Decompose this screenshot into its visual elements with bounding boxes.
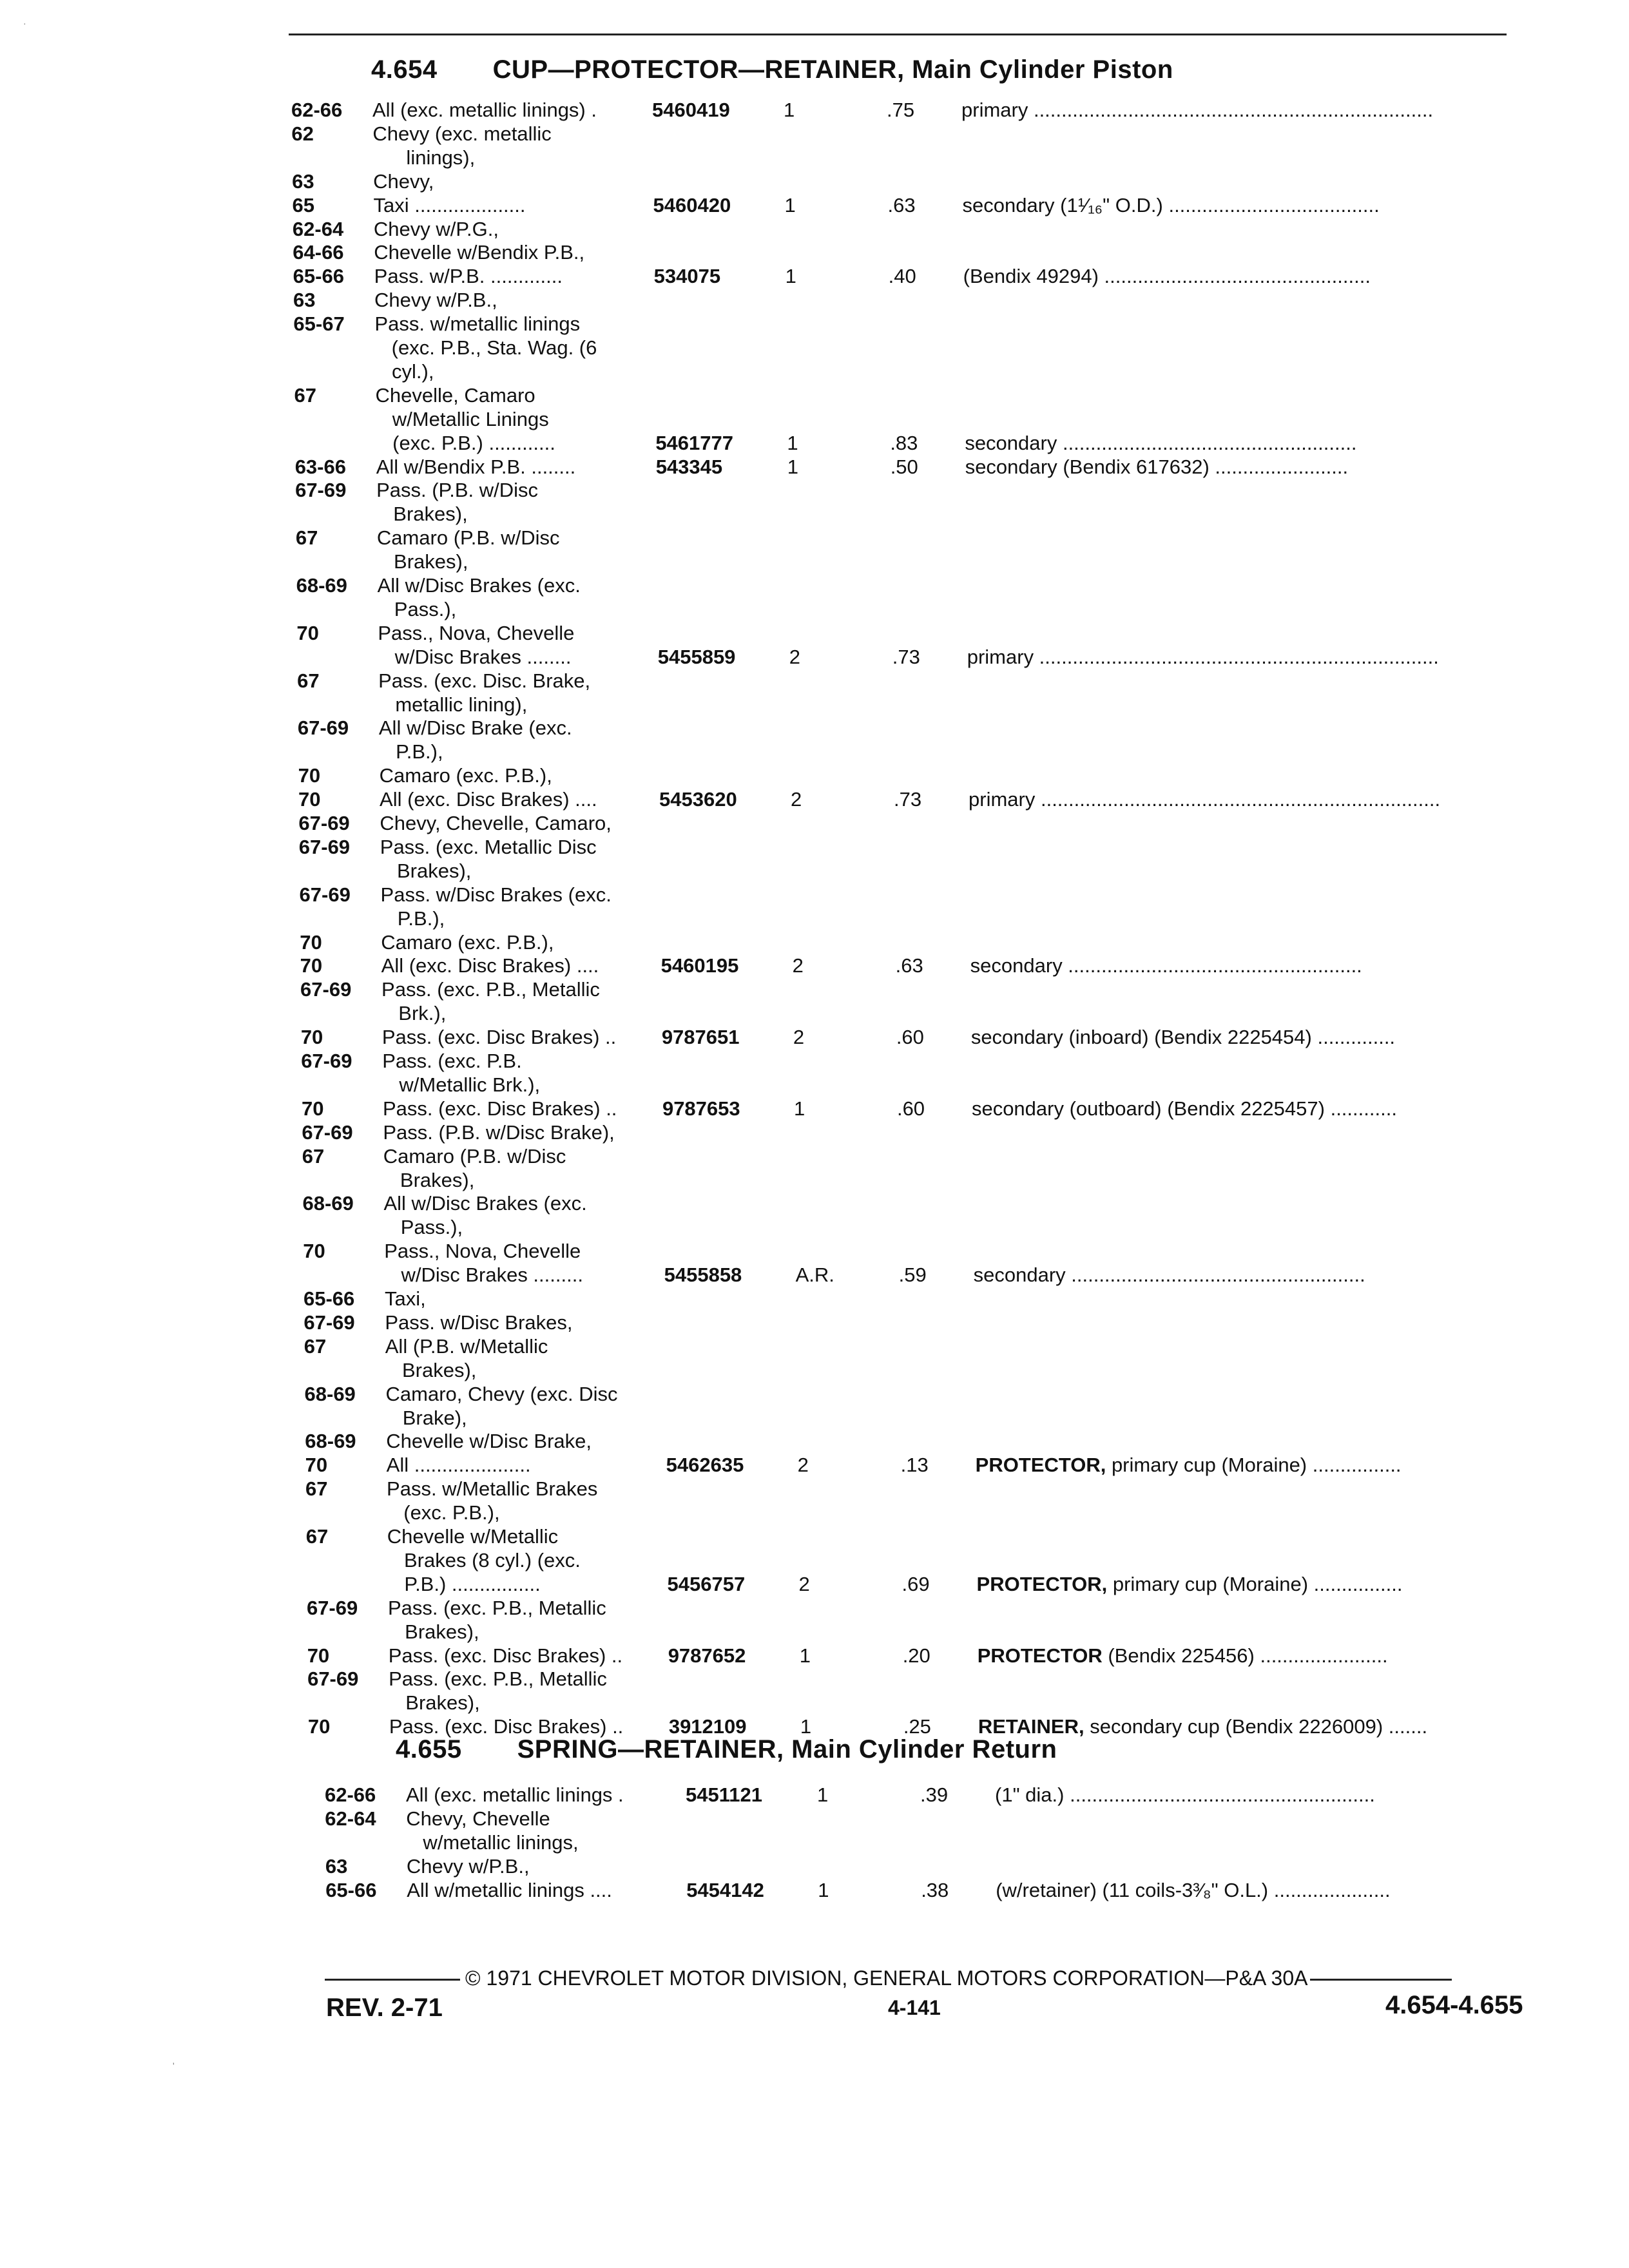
description-cell: Chevy, Chevelle, Camaro, (380, 812, 612, 834)
remark-emphasis: PROTECTOR (977, 1644, 1103, 1667)
price-cell: .75 (887, 99, 915, 121)
description-cell: Pass. (exc. Disc Brakes) .. (381, 1026, 617, 1049)
description-cell: Camaro (P.B. w/Disc (383, 1144, 566, 1168)
part-number-cell: 9787652 (668, 1644, 746, 1667)
description-cell: Brake), (385, 1406, 467, 1429)
top-rule (289, 34, 1507, 35)
remark-cell (974, 1263, 1547, 1287)
year-cell: 67 (297, 669, 320, 692)
part-number-cell: 5462635 (666, 1454, 744, 1477)
remark-cell (963, 193, 1536, 217)
part-number-cell: 3912109 (668, 1715, 747, 1738)
quantity-cell: 1 (785, 265, 796, 288)
description-cell: All w/metallic linings .... (407, 1878, 612, 1901)
description-cell: Camaro (exc. P.B.), (381, 930, 554, 954)
description-cell: Pass. (exc. P.B., Metallic (389, 1667, 607, 1691)
description-cell: w/metallic linings, (406, 1831, 579, 1854)
description-cell: Pass., Nova, Chevelle (384, 1240, 581, 1263)
remark-text: secondary ..................................................... (965, 431, 1357, 454)
remark-text: primary ........................................................................ (961, 99, 1434, 121)
year-cell: 64-66 (293, 241, 344, 264)
quantity-cell: 1 (787, 431, 798, 454)
description-cell: Chevy w/P.B., (406, 1854, 530, 1878)
description-cell: P.B.) ................ (387, 1572, 541, 1595)
remark-text: (Bendix 49294) ................................................ (963, 265, 1371, 288)
price-cell: .20 (902, 1644, 930, 1667)
footer-rule-left (325, 1979, 460, 1981)
description-cell: P.B.), (380, 907, 445, 930)
quantity-cell: 2 (797, 1454, 809, 1477)
part-number-cell: 5460195 (660, 954, 739, 977)
remark-text: secondary (1¹⁄₁₆" O.D.) ...................................... (962, 193, 1380, 216)
description-cell: Camaro (exc. P.B.), (379, 764, 552, 787)
year-cell: 65-66 (325, 1878, 377, 1901)
part-number-cell: 5453620 (659, 788, 737, 811)
year-cell: 70 (298, 764, 321, 787)
description-cell: Chevy w/P.B., (374, 289, 497, 312)
price-cell: .73 (894, 788, 922, 811)
remark-cell (970, 954, 1544, 977)
description-cell: Camaro (P.B. w/Disc (376, 526, 560, 550)
remark-cell (971, 1025, 1545, 1049)
description-cell: All (exc. Disc Brakes) .... (381, 954, 599, 977)
price-cell: .59 (898, 1264, 927, 1287)
description-cell: All (P.B. w/Metallic (385, 1334, 548, 1358)
year-cell: 65-66 (293, 265, 344, 288)
remark-text: primary ........................................................................ (967, 645, 1439, 668)
description-cell: Pass. (P.B. w/Disc Brake), (383, 1120, 615, 1144)
description-cell: Pass. (exc. Metallic Disc (380, 835, 597, 858)
description-cell: Pass. (exc. P.B. (382, 1050, 522, 1072)
description-cell: Brakes (8 cyl.) (exc. (387, 1548, 581, 1571)
price-cell: .50 (890, 455, 918, 478)
part-number-cell: 5451121 (686, 1783, 762, 1806)
part-number-cell: 5460420 (653, 193, 731, 216)
remark-cell (961, 98, 1535, 122)
description-cell: Pass. (exc. Disc Brakes) .. (388, 1644, 623, 1667)
description-cell: (exc. P.B., Sta. Wag. (6 (374, 336, 597, 359)
year-cell: 70 (307, 1644, 330, 1667)
remark-text: secondary ..................................................... (970, 954, 1362, 977)
year-cell: 70 (300, 1026, 323, 1049)
year-cell: 67 (304, 1334, 327, 1358)
quantity-cell: 1 (784, 99, 795, 121)
description-cell: w/Disc Brakes ......... (384, 1264, 583, 1287)
quantity-cell: 1 (817, 1783, 829, 1806)
remark-text: primary cup (Moraine) ................ (1106, 1454, 1402, 1477)
remark-text: (Bendix 225456) ....................... (1102, 1644, 1388, 1667)
description-cell: Pass. w/Disc Brakes (exc. (380, 883, 612, 906)
quantity-cell: 1 (818, 1878, 829, 1901)
description-cell: Chevelle w/Bendix P.B., (374, 241, 585, 264)
year-cell: 68-69 (305, 1430, 356, 1453)
footer-copyright (325, 1966, 1543, 1990)
year-cell: 70 (303, 1240, 325, 1263)
remark-cell (976, 1453, 1549, 1477)
description-cell: Chevy (exc. metallic (372, 122, 552, 145)
year-cell: 65 (292, 193, 314, 216)
copyright-text: © 1971 CHEVROLET MOTOR DIVISION, GENERAL MOTORS CORPORATION—P&A 30A (465, 1966, 1308, 1990)
year-cell: 67-69 (298, 835, 351, 858)
footer-rule-right (1310, 1979, 1452, 1981)
year-cell: 63-66 (294, 455, 346, 478)
part-number-cell: 5454142 (686, 1878, 764, 1901)
quantity-cell: 1 (784, 193, 796, 216)
description-cell: P.B.), (379, 740, 443, 764)
year-cell: 67 (302, 1144, 325, 1168)
quantity-cell: 2 (791, 788, 802, 811)
description-cell: Pass. (exc. Disc. Brake, (378, 669, 591, 692)
year-cell: 62-66 (291, 99, 343, 121)
year-cell: 65-66 (304, 1287, 355, 1310)
quantity-cell: 1 (800, 1715, 812, 1738)
price-cell: .25 (903, 1715, 931, 1738)
description-cell: Pass., Nova, Chevelle (378, 621, 575, 644)
part-number-cell: 543345 (655, 455, 723, 478)
description-cell: All (exc. metallic linings) . (372, 99, 597, 121)
description-cell: Pass. (P.B. w/Disc (376, 479, 539, 502)
year-cell: 65-67 (293, 312, 345, 336)
remark-cell (965, 431, 1538, 455)
remark-text: (1" dia.) ....................................................... (995, 1783, 1375, 1806)
description-cell: Pass. w/P.B. ............. (374, 265, 563, 288)
year-cell: 63 (292, 169, 314, 193)
year-cell: 62-66 (325, 1783, 376, 1806)
quantity-cell: 1 (787, 455, 798, 478)
remark-text: secondary (inboard) (Bendix 2225454) .............. (970, 1026, 1396, 1049)
year-cell: 70 (307, 1715, 331, 1738)
year-cell: 70 (300, 930, 322, 954)
description-cell: (exc. P.B.), (387, 1501, 500, 1524)
remark-text: primary ........................................................................ (969, 788, 1441, 811)
part-number-cell: 9787653 (662, 1097, 740, 1120)
description-cell: Pass. w/Metallic Brakes (387, 1477, 598, 1501)
quantity-cell: 2 (789, 645, 800, 668)
description-cell: Brakes), (388, 1620, 479, 1643)
description-cell: linings), (372, 146, 476, 169)
description-cell: Pass. w/metallic linings (374, 312, 581, 336)
year-cell: 67-69 (301, 1050, 352, 1072)
remark-cell (969, 787, 1542, 811)
price-cell: .83 (890, 431, 918, 454)
year-cell: 63 (293, 289, 316, 312)
year-cell: 68-69 (296, 574, 347, 597)
remark-emphasis: RETAINER, (978, 1715, 1084, 1738)
year-cell: 68-69 (302, 1192, 354, 1215)
description-cell: Taxi .................... (373, 193, 526, 216)
section-title-4655 (396, 1735, 1057, 1764)
description-cell: Camaro, Chevy (exc. Disc (385, 1382, 618, 1405)
description-cell: Pass. w/Disc Brakes, (385, 1311, 573, 1334)
description-cell: Chevy, Chevelle (406, 1807, 550, 1830)
year-cell: 67-69 (297, 716, 349, 740)
remark-cell (972, 1097, 1545, 1120)
description-cell: cyl.), (375, 360, 434, 383)
quantity-cell: A.R. (795, 1264, 834, 1287)
description-cell: Pass. (exc. Disc Brakes) .. (389, 1715, 624, 1738)
description-cell: Chevy w/P.G., (373, 217, 499, 240)
description-cell: Brakes), (385, 1358, 477, 1381)
description-cell: Brakes), (377, 550, 468, 573)
price-cell: .73 (892, 645, 920, 668)
description-cell: w/Metallic Linings (375, 407, 549, 430)
description-cell: All ..................... (386, 1454, 531, 1477)
remark-cell (996, 1878, 1569, 1902)
part-number-cell: 9787651 (661, 1026, 740, 1049)
year-cell: 70 (305, 1454, 328, 1477)
part-number-cell: 5461777 (655, 431, 733, 454)
description-cell: All (exc. metallic linings . (406, 1783, 624, 1806)
description-cell: metallic lining), (378, 693, 528, 716)
description-cell: Brakes), (376, 503, 468, 526)
quantity-cell: 2 (792, 954, 804, 977)
remark-text: primary cup (Moraine) ................ (1107, 1572, 1403, 1595)
description-cell: Pass. (exc. P.B., Metallic (387, 1596, 606, 1619)
section-heading: CUP—PROTECTOR—RETAINER, Main Cylinder Piston (492, 55, 1173, 84)
description-cell: Pass. (exc. P.B., Metallic (381, 978, 600, 1001)
description-cell: All (exc. Disc Brakes) .... (380, 788, 597, 811)
price-cell: .13 (900, 1454, 929, 1477)
price-cell: .63 (895, 954, 923, 977)
section-title-4654 (371, 55, 1173, 84)
description-cell: Brakes), (380, 859, 472, 882)
description-cell: Chevy, (373, 169, 434, 193)
description-cell: (exc. P.B.) ............ (376, 431, 555, 454)
part-number-cell: 534075 (653, 265, 721, 288)
price-cell: .39 (920, 1783, 949, 1806)
description-cell: Brk.), (381, 1002, 447, 1025)
price-cell: .38 (921, 1878, 949, 1901)
description-cell: w/Metallic Brk.), (382, 1073, 541, 1096)
remark-cell (978, 1715, 1552, 1738)
year-cell: 67 (305, 1525, 329, 1548)
year-cell: 67-69 (298, 812, 350, 834)
remark-cell (963, 264, 1537, 288)
price-cell: .60 (896, 1097, 925, 1120)
remark-cell (977, 1572, 1550, 1596)
year-cell: 67 (305, 1477, 328, 1501)
remark-text: (w/retainer) (11 coils-3³⁄₈" O.L.) ..................... (996, 1878, 1391, 1901)
year-cell: 70 (298, 788, 321, 811)
quantity-cell: 1 (799, 1644, 811, 1667)
section-range: 4.654-4.655 (1385, 1991, 1523, 2019)
year-cell: 67-69 (306, 1596, 358, 1619)
description-cell: Pass. (exc. Disc Brakes) .. (382, 1097, 617, 1120)
year-cell: 67 (294, 383, 317, 407)
description-cell: Taxi, (385, 1287, 426, 1310)
description-cell: Pass.), (383, 1216, 463, 1239)
description-cell: w/Disc Brakes ........ (378, 645, 572, 668)
remark-text: secondary (outboard) (Bendix 2225457) ............ (971, 1097, 1397, 1120)
remark-text: secondary cup (Bendix 2226009) ....... (1084, 1715, 1428, 1738)
year-cell: 63 (325, 1854, 348, 1878)
section-number: 4.654 (371, 55, 438, 84)
description-cell: Chevelle w/Metallic (387, 1525, 559, 1548)
section-heading: SPRING—RETAINER, Main Cylinder Return (517, 1735, 1057, 1763)
description-cell: Chevelle, Camaro (375, 383, 535, 407)
year-cell: 67-69 (302, 1120, 353, 1144)
year-cell: 67-69 (304, 1311, 355, 1334)
remark-text: secondary ..................................................... (973, 1264, 1365, 1287)
year-cell: 67-69 (300, 978, 352, 1001)
year-cell: 70 (296, 621, 319, 644)
price-cell: .60 (896, 1026, 924, 1049)
remark-cell (967, 645, 1541, 669)
description-cell: Brakes), (389, 1691, 480, 1715)
year-cell: 62-64 (292, 217, 344, 240)
revision-label: REV. 2-71 (326, 1994, 443, 2022)
price-cell: .69 (901, 1572, 930, 1595)
description-cell: Pass.), (377, 597, 457, 620)
description-cell: Chevelle w/Disc Brake, (386, 1430, 592, 1453)
section-number: 4.655 (396, 1735, 462, 1763)
remark-cell (965, 455, 1539, 479)
description-cell: All w/Bendix P.B. ........ (376, 455, 576, 478)
remark-emphasis: PROTECTOR, (976, 1572, 1108, 1595)
year-cell: 70 (301, 1097, 324, 1120)
part-number-cell: 5455858 (664, 1264, 742, 1287)
quantity-cell: 2 (798, 1572, 810, 1595)
year-cell: 67-69 (307, 1667, 359, 1691)
description-cell: Brakes), (383, 1168, 475, 1191)
part-number-cell: 5456757 (667, 1572, 746, 1595)
price-cell: .63 (887, 193, 916, 216)
remark-emphasis: PROTECTOR, (975, 1454, 1106, 1477)
quantity-cell: 1 (793, 1097, 805, 1120)
year-cell: 67-69 (299, 883, 351, 906)
year-cell: 70 (300, 954, 323, 977)
scan-mark: ' (173, 2061, 175, 2071)
page-number: 4-141 (888, 1996, 941, 2019)
scan-mark: · (23, 18, 26, 28)
part-number-cell: 5460419 (652, 99, 730, 121)
description-cell: All w/Disc Brake (exc. (378, 716, 572, 740)
part-number-cell: 5455859 (657, 645, 736, 668)
year-cell: 67-69 (295, 479, 347, 502)
year-cell: 62 (291, 122, 314, 145)
quantity-cell: 2 (793, 1026, 805, 1049)
remark-cell (978, 1644, 1551, 1667)
remark-cell (995, 1783, 1568, 1807)
year-cell: 67 (295, 526, 318, 550)
description-cell: All w/Disc Brakes (exc. (377, 574, 581, 597)
description-cell: All w/Disc Brakes (exc. (383, 1192, 587, 1215)
price-cell: .40 (888, 265, 916, 288)
year-cell: 62-64 (325, 1807, 376, 1830)
year-cell: 68-69 (304, 1382, 356, 1405)
remark-text: secondary (Bendix 617632) ........................ (965, 455, 1349, 478)
